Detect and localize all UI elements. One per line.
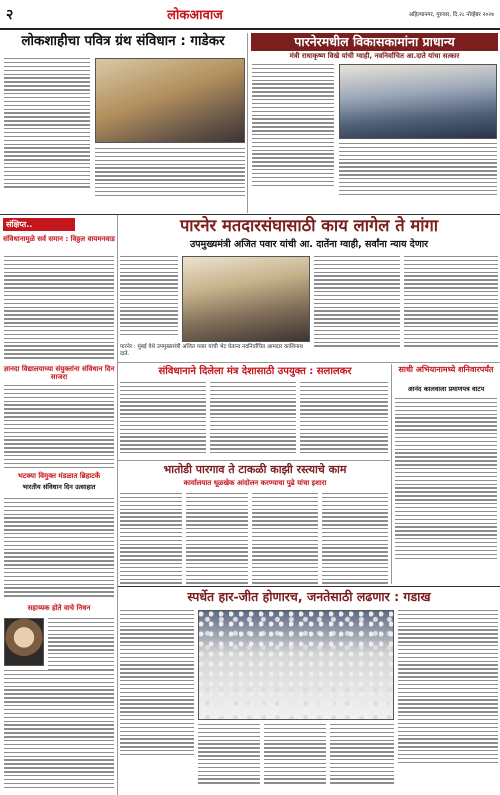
story5-body-text-4 <box>322 493 388 586</box>
story3-body-text-2 <box>314 256 400 349</box>
story2-headline: पारनेरमधील विकासकामांना प्राधान्य <box>251 33 498 51</box>
sidebar-item3-title: भटक्या विमुक्त मंडळात ब्रिहाटकें <box>17 472 101 480</box>
story7-body-text-2 <box>198 724 260 786</box>
sidebar-item2-title: ज्ञानदा विद्यालयाच्या संयुक्तांना संविधान दिन साजरा <box>3 365 115 382</box>
story6-body-text <box>395 398 497 561</box>
sidebar-item4-text-2 <box>4 670 114 791</box>
story7-headline: स्पर्धेत हार-जीत होणारच, जनतेसाठी लढणार : गडाख <box>187 589 431 604</box>
sidebar-item1-text <box>4 256 114 361</box>
story3-photo <box>182 256 310 342</box>
story1-headline: लोकशाहीचा पवित्र ग्रंथ संविधान : गाडेकर <box>21 33 225 49</box>
story7-body-text-4 <box>330 724 394 786</box>
story4-body-text <box>120 382 206 456</box>
sidebar-divider <box>117 215 118 795</box>
story2-body-text <box>252 64 334 189</box>
story3-body-text <box>120 256 178 338</box>
story1-body-text <box>4 58 90 190</box>
sidebar-item2-text <box>4 385 114 471</box>
story1-body-text-2 <box>95 148 245 199</box>
masthead <box>0 0 500 30</box>
sidebar-item4-title: सहाय्यक होते वाचे निधन <box>27 604 91 612</box>
story4-body-text-3 <box>300 382 388 456</box>
story2-photo <box>339 64 497 139</box>
column-divider <box>247 33 248 213</box>
story5-body-text <box>120 493 182 586</box>
story3-photo-caption: पारनेर : मुंबई येथे उपमुख्यमंत्री अजित पवार यांची भेट घेताना नवनिर्वाचित आमदार काशिनाथ दाते. <box>120 344 303 357</box>
story3-headline: पारनेर मतदारसंघासाठी काय लागेल ते मांगा <box>179 216 439 235</box>
newspaper-logo: लोकआवाज <box>167 8 223 23</box>
obituary-photo <box>4 618 44 666</box>
sidebar-item3b-title: भारतीय संविधान दिन उत्साहात <box>22 483 96 491</box>
story7-top-rule <box>118 586 500 587</box>
story7-body-text-3 <box>264 724 326 786</box>
story4-headline: संविधानाने दिलेला मंत्र देशासाठी उपयुक्त : सलालकर <box>158 366 352 377</box>
story2-subheadline: मंत्री राधाकृष्ण विखे यांची ग्वाही, नवनिर्वाचित आ.दाते यांचा सत्कार <box>289 52 460 60</box>
story5-headline: भातोडी पारगाव ते टाकळी काझी रस्त्याचे काम <box>163 463 347 476</box>
sidebar-item3-text <box>4 498 114 599</box>
column-divider-2 <box>391 364 392 584</box>
story3-subheadline: उपमुख्यमंत्री अजित पवार यांची आ. दातेंना ग्वाही, सर्वांना न्याय देणार <box>189 239 429 250</box>
page-number: २ <box>6 6 14 23</box>
story7-body-text <box>120 610 194 758</box>
sidebar-item4-text <box>48 618 114 672</box>
story6-headline: साधी अभियानामध्ये शनिवारपर्यंत <box>398 365 494 374</box>
date-line: अहिल्यानगर, गुरुवार, दि.२८ नोव्हेंबर २०२४ <box>408 12 494 18</box>
story7-photo <box>198 610 394 720</box>
sidebar-item1-title: संविधानामुळे सर्व समान : विठ्ठल वायमनवाड <box>3 235 115 243</box>
story1-photo <box>95 58 245 143</box>
story3-body-text-3 <box>404 256 498 349</box>
story2-body-text-2 <box>339 143 497 197</box>
story5-body-text-3 <box>252 493 318 586</box>
story5-subheadline: कार्यालयात धूळखेक आंदोलन करण्याचा पुढे यांचा इशारा <box>183 479 327 487</box>
sidebar-label: संक्षिप्त.. <box>3 218 75 231</box>
story5-body-text-2 <box>186 493 248 586</box>
story-divider <box>118 362 500 363</box>
section-divider <box>0 214 500 215</box>
story6-subheadline: आनंद कालवाला प्रमाणपत्र वाटप <box>407 385 485 393</box>
story5-top-rule <box>118 460 390 461</box>
story7-body-text-5 <box>398 610 498 766</box>
story4-body-text-2 <box>210 382 296 456</box>
